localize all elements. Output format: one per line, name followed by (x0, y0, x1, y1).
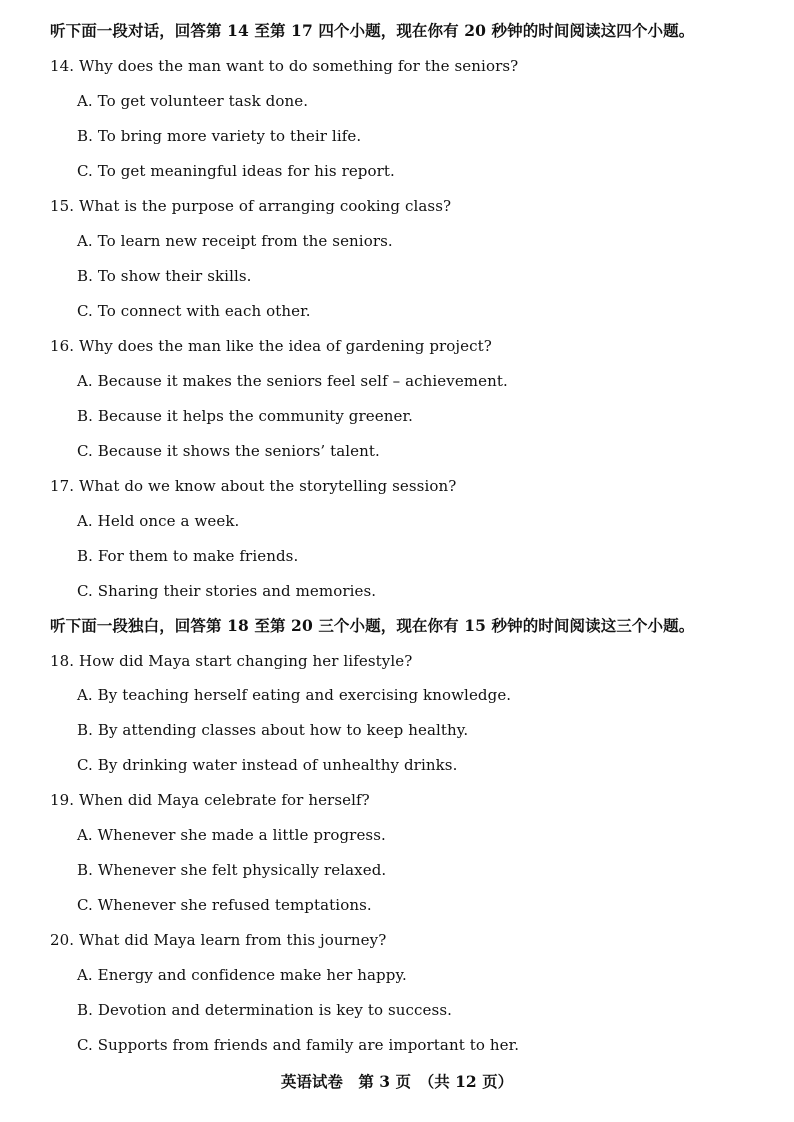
question-19: 19. When did Maya celebrate for herself? (50, 791, 370, 809)
question-14-option-c: C. To get meaningful ideas for his report. (77, 162, 395, 180)
question-18-option-a: A. By teaching herself eating and exercising knowledge. (77, 686, 512, 704)
question-18: 18. How did Maya start changing her lifestyle? (50, 652, 413, 670)
page-footer: 英语试卷 第 3 页 （共 12 页） (280, 1072, 514, 1091)
section-intro-monologue: 听下面一段独白，回答第 18 至第 20 三个小题，现在你有 15 秒钟的时间阅读这三个小题。 (50, 616, 695, 635)
question-14-option-a: A. To get volunteer task done. (77, 92, 309, 110)
question-16: 16. Why does the man like the idea of gardening project? (50, 337, 492, 355)
question-16-option-a: A. Because it makes the seniors feel self – achievement. (77, 372, 508, 390)
question-17: 17. What do we know about the storytelling session? (50, 477, 457, 495)
question-18-option-b: B. By attending classes about how to keep healthy. (77, 721, 469, 739)
question-17-option-b: B. For them to make friends. (77, 547, 299, 565)
question-20-option-b: B. Devotion and determination is key to success. (77, 1001, 452, 1019)
question-14-option-b: B. To bring more variety to their life. (77, 127, 362, 145)
question-15-option-c: C. To connect with each other. (77, 302, 311, 320)
question-15-option-b: B. To show their skills. (77, 267, 252, 285)
question-19-option-a: A. Whenever she made a little progress. (77, 826, 386, 844)
question-16-option-c: C. Because it shows the seniors’ talent. (77, 442, 380, 460)
question-19-option-c: C. Whenever she refused temptations. (77, 896, 372, 914)
question-20-option-a: A. Energy and confidence make her happy. (77, 966, 407, 984)
question-19-option-b: B. Whenever she felt physically relaxed. (77, 861, 387, 879)
question-14: 14. Why does the man want to do something for the seniors? (50, 57, 519, 75)
question-15-option-a: A. To learn new receipt from the seniors. (77, 232, 393, 250)
question-15: 15. What is the purpose of arranging cooking class? (50, 197, 452, 215)
section-intro-dialogue: 听下面一段对话，回答第 14 至第 17 四个小题，现在你有 20 秒钟的时间阅读这四个小题。 (50, 21, 695, 40)
question-18-option-c: C. By drinking water instead of unhealthy drinks. (77, 756, 458, 774)
question-20: 20. What did Maya learn from this journey? (50, 931, 387, 949)
question-17-option-a: A. Held once a week. (77, 512, 240, 530)
question-16-option-b: B. Because it helps the community greener. (77, 407, 413, 425)
question-17-option-c: C. Sharing their stories and memories. (77, 582, 377, 600)
question-20-option-c: C. Supports from friends and family are important to her. (77, 1036, 520, 1054)
